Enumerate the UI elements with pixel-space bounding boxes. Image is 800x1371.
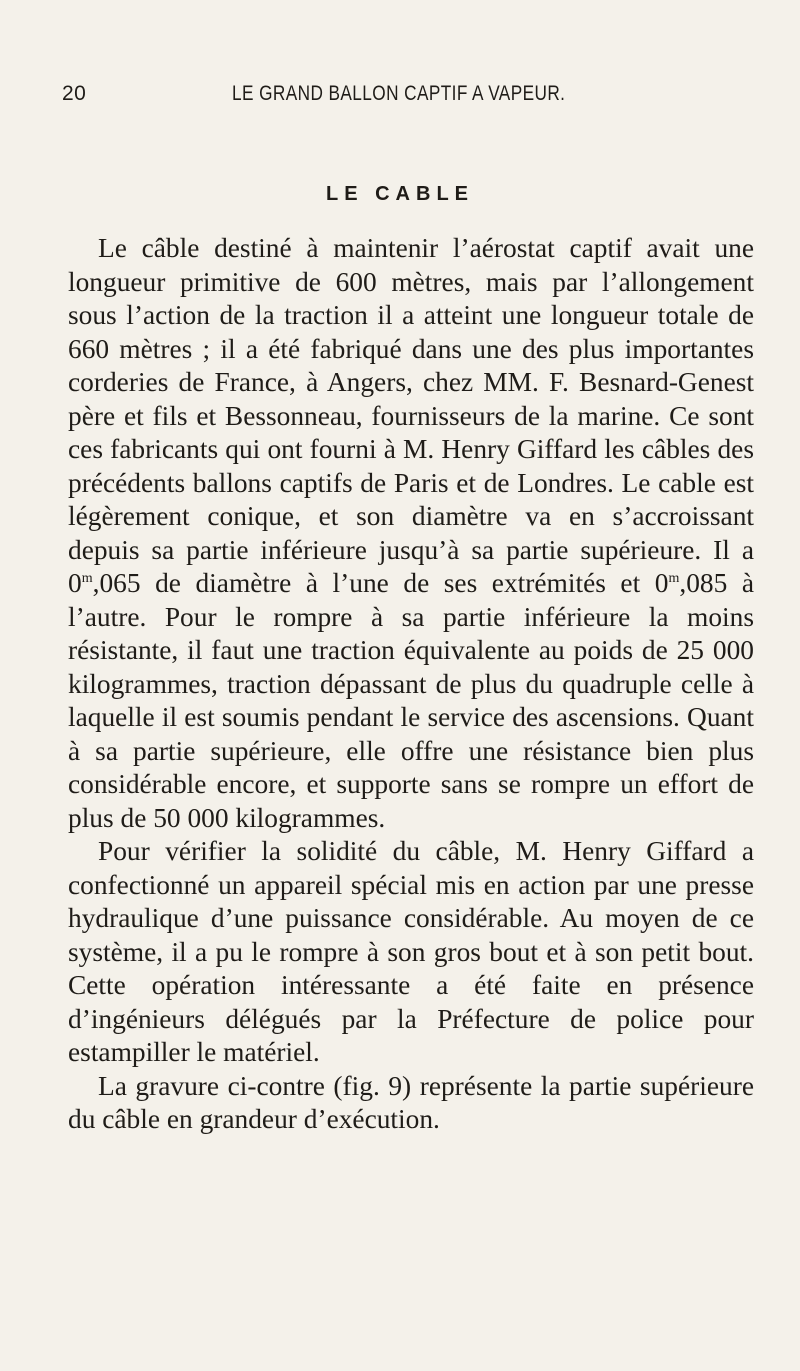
paragraph: Pour vérifier la solidité du câble, M. Henry Giffard a confectionné un appareil spécial mis en action par une presse hydraulique d’une puissance considérable. Au moyen de ce système, il a pu le rompre à son gros bout et à son petit bout. Cette opération intéressante a été faite en présence d’ingénieurs délégués par la Préfecture de police pour estampiller le matériel.: [68, 836, 754, 1067]
body-text: [68, 232, 754, 1137]
running-header: [62, 82, 752, 112]
paragraph: La gravure ci-contre (fig. 9) représente la partie supérieure du câble en grandeur d’exécution.: [68, 1070, 754, 1134]
unit-superscript: m: [668, 570, 680, 586]
section-title: LE CABLE: [326, 183, 474, 205]
unit-superscript: m: [81, 570, 93, 586]
paragraph-text: ,085 à l’autre. Pour le rompre à sa partie inférieure la moins résistante, il faut une traction équivalente au poids de 25 000 kilogrammes, traction dépassant de plus du quadruple celle à laquelle il est soumis pendant le service des ascensions. Quant à sa partie supérieure, elle offre une résistance bien plus considérable encore, et supporte sans se rompre un effort de plus de 50 000 kilogrammes.: [68, 568, 754, 833]
paragraph-text: Le câble destiné à maintenir l’aérostat captif avait une longueur primitive de 600 mètres, mais par l’allongement sous l’action de la traction il a atteint une longueur totale de 660 mètres ; il a été fabriqué dans une des plus importantes corderies de France, à Angers, chez MM. F. Besnard-Genest père et fils et Bessonneau, fournisseurs de la marine. Ce sont ces fabricants qui ont fourni à M. Henry Giffard les câbles des précédents ballons captifs de Paris et de Londres. Le cable est légèrement conique, et son diamètre va en s’accroissant depuis sa partie inférieure jusqu’à sa partie supérieure. Il a 0: [68, 233, 754, 598]
paragraph: [68, 232, 754, 835]
running-title: LE GRAND BALLON CAPTIF A VAPEUR.: [232, 82, 566, 105]
paragraph-text: ,065 de diamètre à l’une de ses extrémités et 0: [92, 568, 669, 598]
page-number: 20: [62, 82, 87, 105]
